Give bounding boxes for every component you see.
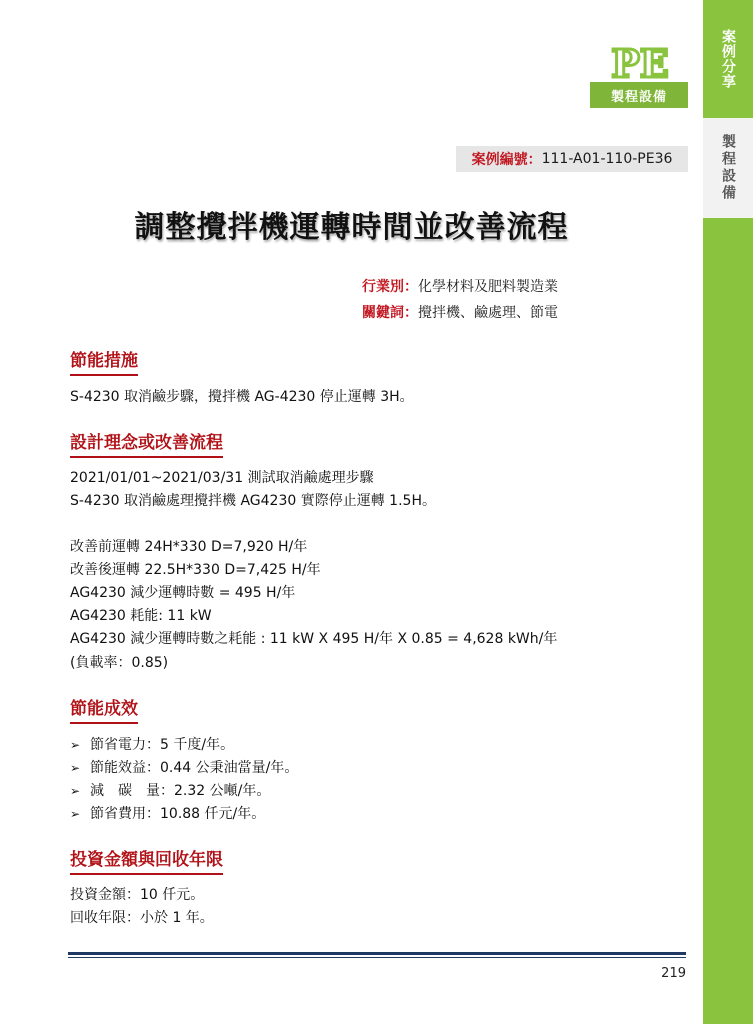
keywords-value: 攪拌機、鹼處理、節電 [418,305,558,321]
case-number-value: 111-A01-110-PE36 [541,151,673,167]
pe-logo [592,44,688,84]
case-number-bar [456,146,688,172]
results-bullet-text: 減 碳 量：2.32 公噸/年。 [90,783,271,799]
keywords-row [362,302,558,322]
results-bullet [70,803,265,823]
measures-line: S-4230 取消鹼步驟，攪拌機 AG-4230 停止運轉 3H。 [70,389,414,405]
industry-value: 化學材料及肥料製造業 [418,279,558,295]
bullet-arrow-icon: ➢ [70,761,81,775]
bullet-arrow-icon: ➢ [70,784,81,798]
pe-logo-graphic [594,46,686,82]
bullet-arrow-icon: ➢ [70,807,81,821]
design-line: 改善前運轉 24H*330 D=7,920 H/年 [70,539,308,555]
design-line: AG4230 減少運轉時數 = 495 H/年 [70,585,296,601]
section-heading-investment: 投資金額與回收年限 [70,845,223,875]
design-line: AG4230 耗能: 11 kW [70,608,212,624]
bullet-arrow-icon: ➢ [70,738,81,752]
results-bullet-text: 節能效益：0.44 公秉油當量/年。 [90,760,299,776]
case-number-label: 案例編號： [471,152,542,168]
footer-rule-thin [68,957,686,958]
design-line: (負載率：0.85) [70,655,169,671]
page-number: 219 [661,966,686,981]
industry-label: 行業別： [362,279,418,295]
results-bullet-text: 節省費用：10.88 仟元/年。 [90,806,266,822]
design-line: S-4230 取消鹼處理攪拌機 AG4230 實際停止運轉 1.5H。 [70,493,436,509]
keywords-label: 關鍵詞： [362,305,418,321]
section-heading-measures: 節能措施 [70,346,138,376]
section-heading-results: 節能成效 [70,694,138,724]
section-badge: 製程設備 [590,82,688,108]
results-bullet [70,757,298,777]
design-line: 改善後運轉 22.5H*330 D=7,425 H/年 [70,562,321,578]
design-line: AG4230 減少運轉時數之耗能 : 11 kW X 495 H/年 X 0.85 = 4,628 kWh/年 [70,631,558,647]
industry-row [362,276,558,296]
footer-rule [68,952,686,955]
side-tab-process-equipment[interactable]: 製程設備 [703,118,753,218]
side-tab-case-sharing[interactable]: 案例分享 [703,0,753,118]
side-tab-strip [703,218,753,1024]
investment-line: 投資金額：10 仟元。 [70,887,205,903]
results-bullet-text: 節省電力：5 千度/年。 [90,737,235,753]
design-line: 2021/01/01~2021/03/31 測試取消鹼處理步驟 [70,470,374,486]
page-title: 調整攪拌機運轉時間並改善流程 [134,210,569,245]
pe-logo-text: PE [611,46,669,82]
investment-line: 回收年限：小於 1 年。 [70,910,214,926]
section-heading-design: 設計理念或改善流程 [70,428,223,458]
results-bullet [70,734,234,754]
results-bullet [70,780,270,800]
